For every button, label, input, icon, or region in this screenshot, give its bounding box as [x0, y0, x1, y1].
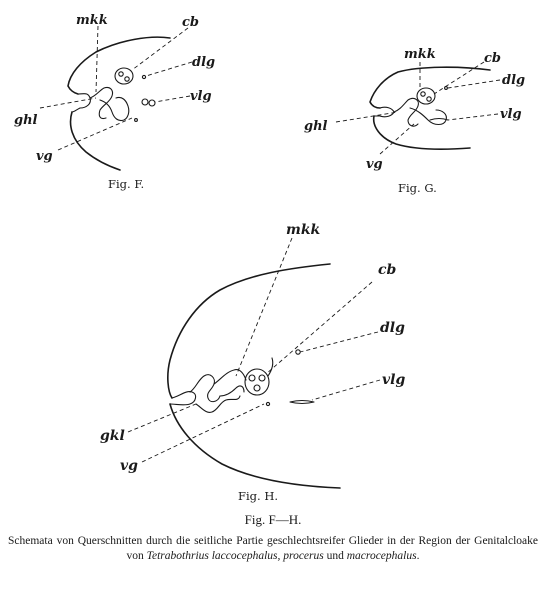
- figure-f-label-ghl: ghl: [14, 113, 38, 128]
- figure-g-genital-canal: [394, 98, 418, 126]
- figure-g-vlg-mark: [430, 119, 448, 121]
- figure-h-leader-mkk: [236, 238, 292, 376]
- figure-h-genital-canal-1: [190, 375, 220, 402]
- caption-block: [8, 512, 538, 564]
- figure-f-vlg-dot-2: [149, 100, 155, 106]
- figure-f-label-mkk: mkk: [76, 13, 108, 28]
- figure-h-leader-cb: [266, 282, 372, 374]
- figure-g-cirrus-inner-1: [421, 92, 425, 96]
- figure-f-cirrus-inner-2: [125, 77, 129, 81]
- figure-g-leader-dlg: [448, 80, 500, 88]
- figure-g-label-mkk: mkk: [404, 47, 436, 62]
- figure-g-caption: Fig. G.: [398, 181, 437, 195]
- caption-end: .: [416, 550, 420, 562]
- figure-f-caption: Fig. F.: [108, 177, 145, 191]
- figure-f-cirrus-inner-1: [119, 72, 123, 76]
- figure-g-cirrus-inner-2: [427, 97, 431, 101]
- caption-text-part1: Schemata von Querschnitten durch die seitliche Partie geschlechtsreifer Glieder in der Region der Genitalcloake von: [8, 535, 538, 562]
- figure-g-leader-vlg: [448, 114, 498, 120]
- figure-h-leader-vlg: [312, 380, 380, 400]
- figure-f-leader-dlg: [146, 62, 192, 76]
- figure-h-leader-vg: [142, 404, 264, 462]
- figure-g-label-cb: cb: [484, 51, 502, 66]
- figure-f-label-vg: vg: [36, 149, 53, 164]
- caption-text: [8, 534, 538, 564]
- figure-g-cloaca: [374, 107, 394, 117]
- figure-h-label-gkl: gkl: [100, 428, 125, 444]
- figure-f-vg-dot: [135, 119, 138, 122]
- figure-h-leader-dlg: [300, 332, 378, 352]
- caption-species: Tetrabothrius laccocephalus, procerus: [146, 550, 324, 562]
- figure-h-label-cb: cb: [378, 262, 397, 278]
- figure-f-leader-ghl: [40, 98, 96, 108]
- figure-f-label-dlg: dlg: [192, 55, 216, 70]
- figure-g-leader-ghl: [336, 112, 398, 122]
- caption-text-part2: und: [326, 550, 344, 562]
- figure-h: [100, 222, 405, 503]
- figure-h-cirrus-tail: [268, 358, 273, 376]
- figure-g-cirrus-bulb: [417, 88, 435, 104]
- caption-species-2: macrocephalus: [346, 550, 417, 562]
- figure-g-outline: [370, 67, 490, 108]
- caption-title: Fig. F—H.: [244, 512, 302, 527]
- figure-h-caption: Fig. H.: [238, 489, 279, 503]
- figure-g-label-ghl: ghl: [304, 119, 328, 134]
- figure-h-cirrus-inner-3: [254, 385, 260, 391]
- figure-h-vg-dot: [266, 402, 269, 405]
- figure-h-outline-lower: [170, 404, 340, 488]
- figure-f-leader-cb: [132, 28, 188, 70]
- figure-g: [304, 47, 525, 195]
- figure-f-genital-canal: [90, 87, 113, 118]
- figure-g-label-vg: vg: [366, 157, 383, 172]
- figure-h-leader-gkl: [128, 404, 196, 432]
- figure-h-label-vg: vg: [120, 458, 138, 474]
- figure-f-leader-vg: [58, 118, 132, 150]
- figure-f-canal-2: [100, 97, 129, 120]
- figure-f-cloaca: [72, 94, 90, 112]
- figure-h-cirrus-inner-1: [249, 375, 255, 381]
- figure-h-label-vlg: vlg: [382, 372, 406, 388]
- figure-g-canal-2: [410, 108, 446, 125]
- figure-f-outline: [68, 37, 170, 94]
- figure-h-label-mkk: mkk: [286, 222, 321, 238]
- figure-h-genital-canal-2: [196, 396, 240, 412]
- figure-f-leader-mkk: [96, 26, 98, 92]
- figure-f-label-vlg: vlg: [190, 89, 212, 104]
- figure-f: [14, 13, 215, 191]
- figure-g-label-dlg: dlg: [502, 73, 526, 88]
- figure-h-cirrus-inner-2: [259, 375, 265, 381]
- figure-f-label-cb: cb: [182, 15, 200, 30]
- figure-g-label-vlg: vlg: [500, 107, 522, 122]
- figure-h-genital-canal-4: [220, 386, 244, 396]
- figure-h-label-dlg: dlg: [380, 320, 405, 336]
- figure-h-dlg-dot: [296, 350, 300, 354]
- figure-f-dlg-dot: [142, 75, 145, 78]
- figure-g-outline-lower: [374, 116, 470, 149]
- figure-f-vlg-dot-1: [142, 99, 148, 105]
- figure-h-genital-canal-3: [214, 370, 246, 384]
- figure-f-cirrus-bulb: [115, 68, 133, 84]
- figure-f-leader-vlg: [155, 96, 190, 102]
- figure-h-vlg-mark: [290, 401, 314, 404]
- figure-g-dlg-dot: [445, 87, 448, 90]
- figure-h-cloaca: [170, 392, 196, 405]
